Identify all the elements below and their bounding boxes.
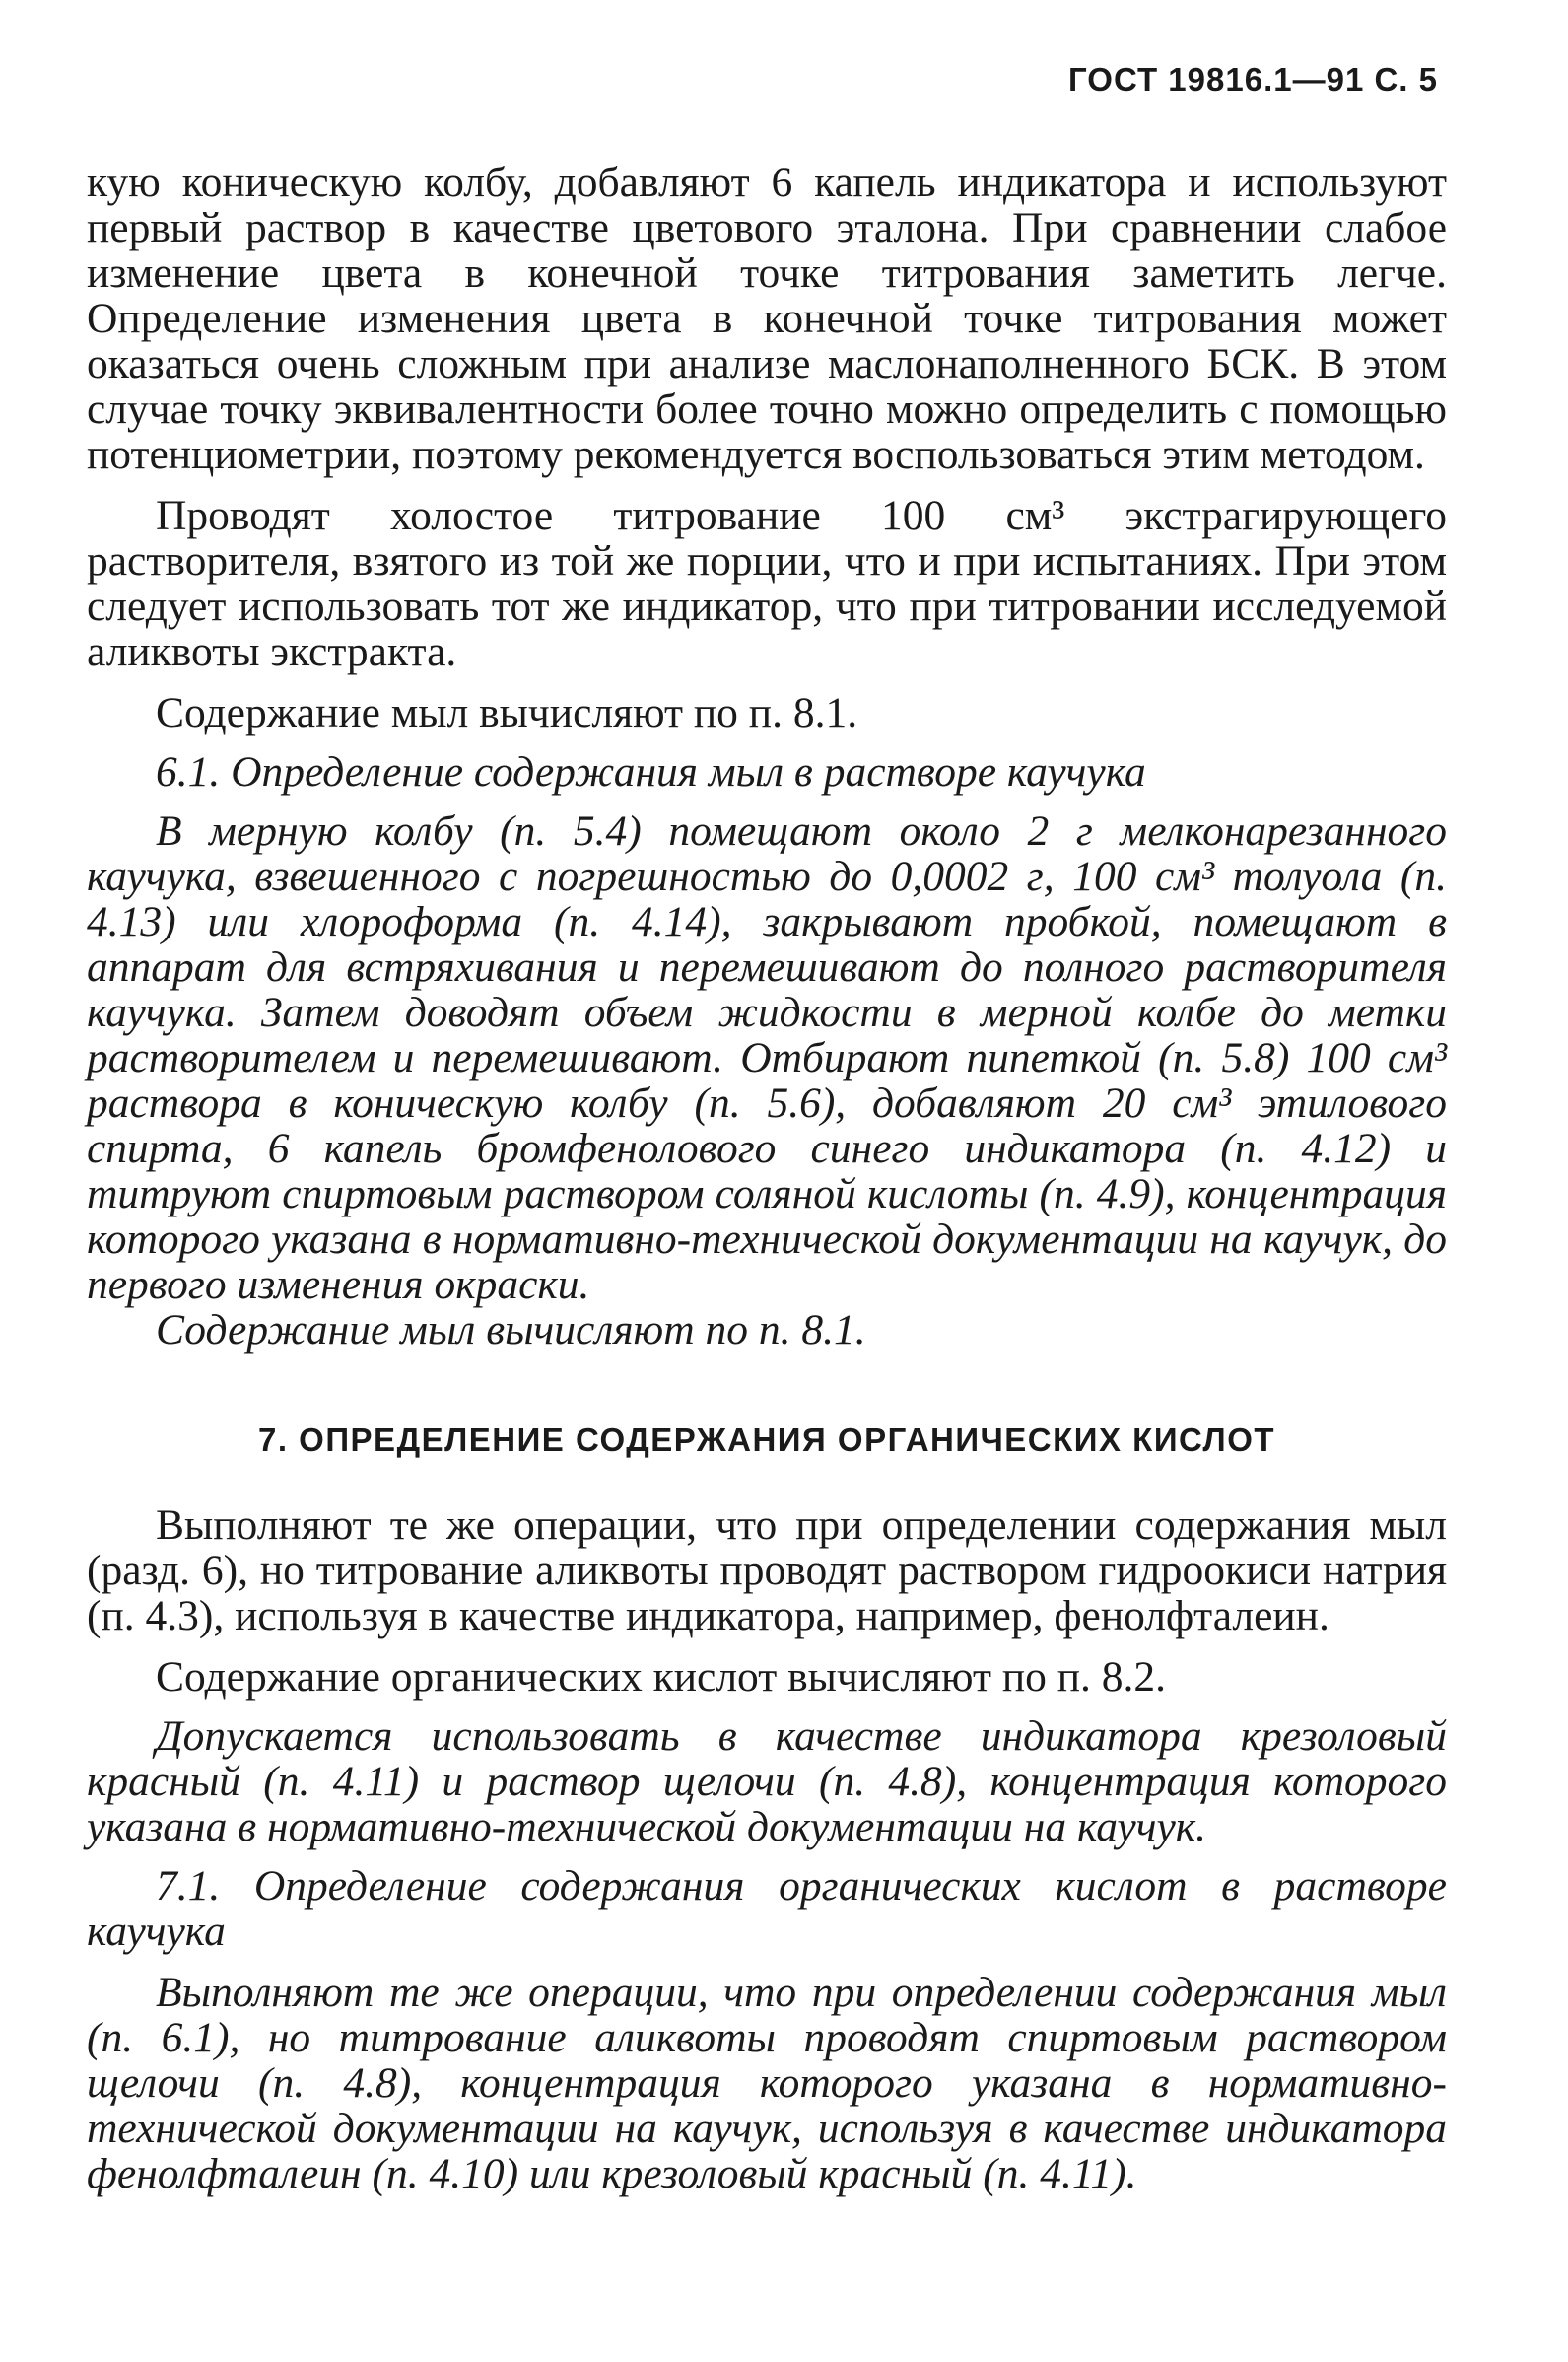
paragraph: кую коническую колбу, добавляют 6 капель индикатора и используют первый раствор в качестве цветового эталона. При сравнении слабое изменение цвета в конечной точке титрования заметить легче. Определение изменения цвета в конечной точке титрования может оказаться очень сложным при анализе маслонаполненного БСК. В этом случае точку эквивалентности более точно можно определить с помощью потенциометрии, поэтому рекомендуется воспользоваться этим методом. [87,159,1447,478]
paragraph: Допускается использовать в качестве индикатора крезоловый красный (п. 4.11) и раствор щелочи (п. 4.8), концентрация которого указана в нормативно-технической документации на каучук. [87,1712,1447,1850]
paragraph: Содержание мыл вычисляют по п. 8.1. [156,689,858,736]
paragraph: Проводят холостое титрование 100 см³ экстрагирующего растворителя, взятого из той же порции, что и при испытаниях. При этом следует использовать тот же индикатор, что при титровании исследуемой аликвоты экстракта. [87,492,1447,675]
paragraph: Выполняют те же операции, что при определении содержания мыл (разд. 6), но титрование аликвоты проводят раствором гидроокиси натрия (п. 4.3), используя в качестве индикатора, например, фенолфталеин. [87,1501,1447,1639]
paragraph: Выполняют те же операции, что при определении содержания мыл (п. 6.1), но титрование аликвоты проводят спиртовым раствором щелочи (п. 4.8), концентрация которого указана в нормативно-технической документации на каучук, используя в качестве индикатора фенолфталеин (п. 4.10) или крезоловый красный (п. 4.11). [87,1969,1447,2197]
paragraph: В мерную колбу (п. 5.4) помещают около 2 г мелконарезанного каучука, взвешенного с погрешностью до 0,0002 г, 100 см³ толуола (п. 4.13) или хлороформа (п. 4.14), закрывают пробкой, помещают в аппарат для встряхивания и перемешивают до полного растворителя каучука. Затем доводят объем жидкости в мерной колбе до метки растворителем и перемешивают. Отбирают пипеткой (п. 5.8) 100 см³ раствора в коническую колбу (п. 5.6), добавляют 20 см³ этилового спирта, 6 капель бромфенолового синего индикатора (п. 4.12) и титруют спиртовым раствором соляной кислоты (п. 4.9), концентрация которого указана в нормативно-технической документации на каучук, до первого изменения окраски. [87,807,1447,1308]
paragraph: Содержание мыл вычисляют по п. 8.1. [156,1306,866,1354]
subsection-heading: 7.1. Определение содержания органических кислот в растворе каучука [87,1862,1447,1955]
section-heading: 7. ОПРЕДЕЛЕНИЕ СОДЕРЖАНИЯ ОРГАНИЧЕСКИХ КИСЛОТ [257,1422,1276,1458]
document-body [87,160,1447,2196]
paragraph: Содержание органических кислот вычисляют по п. 8.2. [156,1653,1167,1701]
subsection-heading: 6.1. Определение содержания мыл в растворе каучука [156,748,1146,796]
page-header: ГОСТ 19816.1—91 С. 5 [1068,61,1438,98]
